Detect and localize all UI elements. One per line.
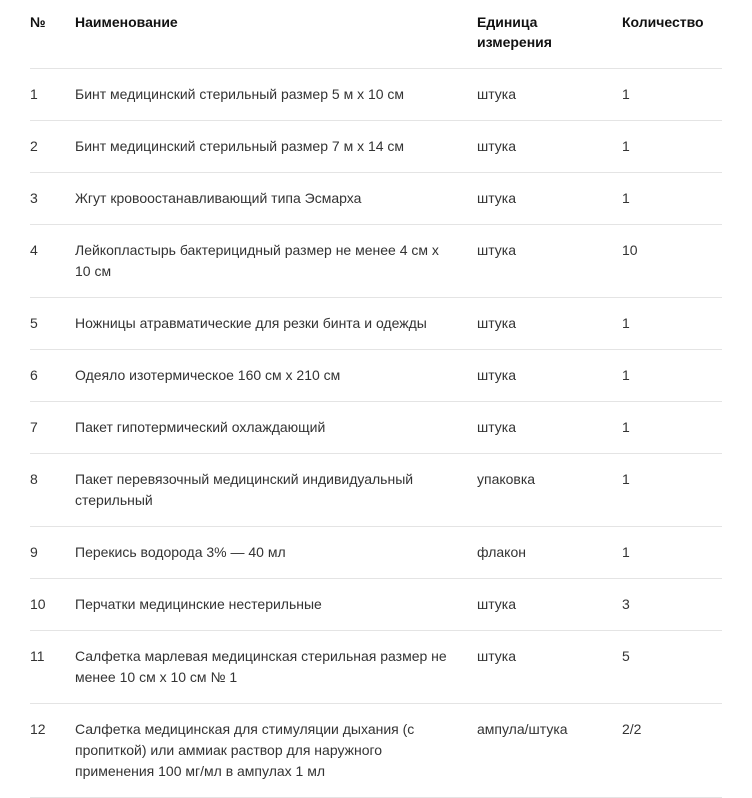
cell-unit: штука <box>477 138 517 154</box>
table-row <box>30 298 722 350</box>
cell-unit: штука <box>477 315 517 331</box>
cell-name: Лейкопластырь бактерицидный размер не менее 4 см х 10 см <box>75 242 439 279</box>
cell-unit: штука <box>477 648 517 664</box>
cell-number: 3 <box>30 190 38 206</box>
table-row <box>30 121 722 173</box>
table-row <box>30 402 722 454</box>
cell-number: 12 <box>30 721 46 737</box>
cell-quantity: 2/2 <box>622 721 642 737</box>
cell-number: 1 <box>30 86 38 102</box>
table-row <box>30 631 722 704</box>
cell-name: Ножницы атравматические для резки бинта и одежды <box>75 315 427 331</box>
table-header-row <box>30 4 722 69</box>
cell-quantity: 1 <box>622 86 630 102</box>
cell-name: Пакет гипотермический охлаждающий <box>75 419 326 435</box>
cell-number: 11 <box>30 648 45 664</box>
cell-number: 6 <box>30 367 38 383</box>
cell-name: Жгут кровоостанавливающий типа Эсмарха <box>75 190 362 206</box>
table-row <box>30 454 722 527</box>
cell-number: 2 <box>30 138 38 154</box>
cell-unit: штука <box>477 242 517 258</box>
cell-quantity: 1 <box>622 315 630 331</box>
table-row <box>30 704 722 798</box>
cell-quantity: 1 <box>622 419 630 435</box>
table-row <box>30 579 722 631</box>
col-header-number: № <box>30 14 46 30</box>
cell-name: Перчатки медицинские нестерильные <box>75 596 322 612</box>
table-row <box>30 527 722 579</box>
col-header-name: Наименование <box>75 14 178 30</box>
table-row <box>30 225 722 298</box>
cell-number: 8 <box>30 471 38 487</box>
cell-number: 5 <box>30 315 38 331</box>
cell-number: 4 <box>30 242 38 258</box>
cell-quantity: 10 <box>622 242 638 258</box>
cell-quantity: 1 <box>622 544 630 560</box>
cell-quantity: 3 <box>622 596 630 612</box>
cell-name: Бинт медицинский стерильный размер 5 м х 10 см <box>75 86 405 102</box>
cell-quantity: 1 <box>622 138 630 154</box>
cell-name: Перекись водорода 3% — 40 мл <box>75 544 286 560</box>
cell-unit: штука <box>477 86 517 102</box>
cell-name: Одеяло изотермическое 160 см х 210 см <box>75 367 341 383</box>
table-row <box>30 350 722 402</box>
col-header-unit: Единица измерения <box>477 14 552 50</box>
cell-unit: штука <box>477 190 517 206</box>
table-row <box>30 173 722 225</box>
cell-name: Салфетка медицинская для стимуляции дыхания (с пропиткой) или аммиак раствор для наружного применения 100 мг/мл в ампулах 1 мл <box>75 721 415 779</box>
cell-name: Бинт медицинский стерильный размер 7 м х 14 см <box>75 138 405 154</box>
table-header <box>30 4 722 69</box>
cell-number: 7 <box>30 419 38 435</box>
cell-unit: упаковка <box>477 471 536 487</box>
first-aid-kit-table <box>30 4 722 798</box>
cell-name: Пакет перевязочный медицинский индивидуальный стерильный <box>75 471 414 508</box>
col-header-quantity: Количество <box>622 14 704 30</box>
cell-number: 10 <box>30 596 46 612</box>
table-body <box>30 69 722 798</box>
cell-unit: штука <box>477 367 517 383</box>
cell-unit: ампула/штука <box>477 721 568 737</box>
cell-quantity: 1 <box>622 367 630 383</box>
cell-quantity: 5 <box>622 648 630 664</box>
cell-quantity: 1 <box>622 471 630 487</box>
cell-unit: штука <box>477 596 517 612</box>
cell-unit: флакон <box>477 544 526 560</box>
cell-unit: штука <box>477 419 517 435</box>
table-row <box>30 69 722 121</box>
cell-name: Салфетка марлевая медицинская стерильная размер не менее 10 см х 10 см № 1 <box>75 648 447 685</box>
cell-number: 9 <box>30 544 38 560</box>
cell-quantity: 1 <box>622 190 630 206</box>
